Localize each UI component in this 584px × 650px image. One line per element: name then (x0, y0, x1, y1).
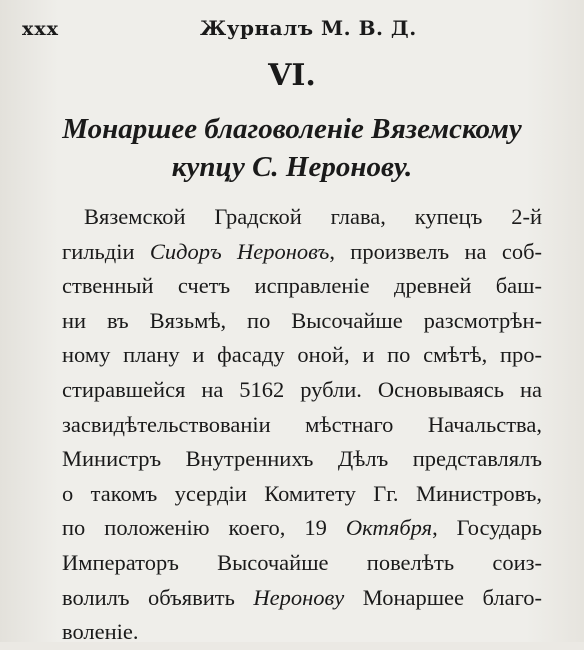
body-line (62, 477, 542, 512)
body-text-span: ственный счетъ исправленiе древней баш- (62, 273, 542, 299)
body-line (62, 615, 542, 650)
body-line (62, 338, 542, 373)
body-text-span: Министръ Внутреннихъ Дѣлъ представлялъ (62, 446, 542, 472)
body-line (62, 408, 542, 443)
page-header (0, 14, 584, 44)
article-title (0, 110, 584, 186)
body-text-span: по положенiю коего, 19 (62, 515, 346, 541)
page-number: xxx (22, 18, 59, 40)
body-text-span: , произвелъ на соб- (329, 238, 543, 264)
running-head: Журналъ М. В. Д. (200, 16, 417, 40)
body-line (62, 442, 542, 477)
body-text-span: Монаршее благо- (344, 584, 542, 610)
person-name: Сидоръ Нероновъ (149, 238, 330, 264)
body-text-span: Императоръ Высочайше повелѣть соиз- (62, 549, 542, 575)
body-line (62, 581, 542, 616)
body-line (62, 546, 542, 581)
date-month: Октября (345, 515, 433, 541)
body-line (62, 200, 542, 235)
article-body (62, 200, 542, 650)
body-text-span: засвидѣтельствованiи мѣстнаго Начальства, (62, 411, 542, 437)
body-text-span: о такомъ усердiи Комитету Гг. Министровъ, (62, 480, 542, 506)
body-line (62, 304, 542, 339)
body-line (62, 511, 542, 546)
body-text-span: Вяземской Градской глава, купецъ 2-й (84, 204, 542, 229)
body-text-span: стиравшейся на 5162 рубли. Основываясь на (62, 376, 542, 402)
section-number: VI. (268, 58, 316, 93)
article-title-line: Монаршее благоволенiе Вяземскому (62, 113, 522, 145)
body-line (62, 373, 542, 408)
person-name: Неронову (253, 584, 345, 610)
body-text-span: ному плану и фасаду оной, и по смѣтѣ, про- (62, 342, 542, 368)
body-text-span: , Государь (432, 515, 542, 541)
body-line (62, 269, 542, 304)
article-title-line: купцу С. Неронову. (171, 151, 413, 183)
body-text-span: гильдiи (62, 238, 150, 264)
body-text-span: воленiе. (62, 619, 139, 645)
body-text-span: ни въ Вязьмѣ, по Высочайше разсмотрѣн- (62, 307, 542, 333)
body-line (62, 235, 542, 270)
body-text-span: волилъ объявить (62, 584, 254, 610)
